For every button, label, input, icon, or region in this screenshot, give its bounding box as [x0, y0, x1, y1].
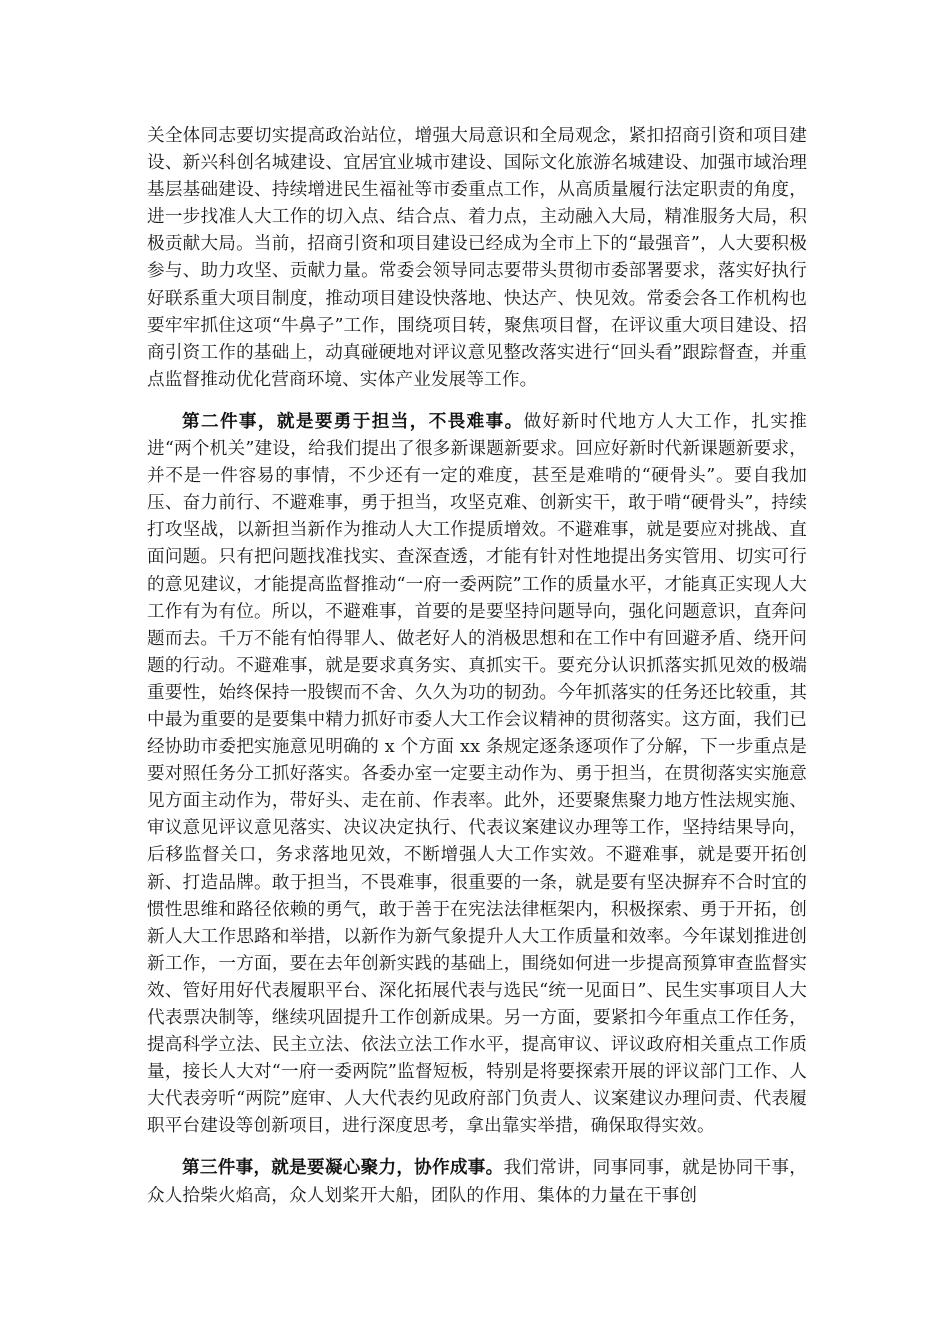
paragraph-2-text: 做好新时代地方人大工作，扎实推进“两个机关”建设，给我们提出了很多新课题新要求。回应好新时代新课题新要求，并不是一件容易的事情，不少还有一定的难度，甚至是难啃的“硬骨头”。要自我加压、奋力前行、不避难事，勇于担当，攻坚克难、创新实干，敢于啃“硬骨头”，持续打攻坚战，以新担当新作为推动人大工作提质增效。不避难事，就是要应对挑战、直面问题。只有把问题找准找实、查深查透，才能有针对性地提出务实管用、切实可行的意见建议，才能提高监督推动“一府一委两院”工作的质量水平，才能真正实现人大工作有为有位。所以，不避难事，首要的是要坚持问题导向，强化问题意识，直奔问题而去。千万不能有怕得罪人、做老好人的消极思想和在工作中有回避矛盾、绕开问题的行动。不避难事，就是要求真务实、真抓实干。要充分认识抓落实抓见效的极端重要性，始终保持一股锲而不舍、久久为功的韧劲。今年抓落实的任务还比较重，其中最为重要的是要集中精力抓好市委人大工作会议精神的贯彻落实。这方面，我们已经协助市委把实施意见明确的 x 个方面 xx 条规定逐条逐项作了分解，下一步重点是要对照任务分工抓好落实。各委办室一定要主动作为、勇于担当，在贯彻落实实施意见方面主动作为，带好头、走在前、作表率。此外，还要聚焦聚力地方性法规实施、审议意见评议意见落实、决议决定执行、代表议案建议办理等工作，坚持结果导向，后移监督关口，务求落地见效，不断增强人大工作实效。不避难事，就是要开拓创新、打造品牌。敢于担当，不畏难事，很重要的一条，就是要有坚决摒弃不合时宜的惯性思维和路径依赖的勇气，敢于善于在宪法法律框架内，积极探索、勇于开拓，创新人大工作思路和举措，以新作为新气象提升人大工作质量和效率。今年谋划推进创新工作，一方面，要在去年创新实践的基础上，围绕如何进一步提高预算审查监督实效、管好用好代表履职平台、深化拓展代表与选民“统一见面日”、民生实事项目人大代表票决制等，继续巩固提升工作创新成果。另一方面，要紧扣今年重点工作任务，提高科学立法、民主立法、依法立法工作水平，提高审议、评议政府相关重点工作质量，接长人大对“一府一委两院”监督短板，特别是将要探索开展的评议部门工作、人大代表旁听“两院”庭审、人大代表约见政府部门负责人、议案建议办理问责、代表履职平台建设等创新项目，进行深度思考，拿出靠实举措，确保取得实效。	[147, 411, 807, 1137]
paragraph-1-text: 关全体同志要切实提高政治站位，增强大局意识和全局观念，紧扣招商引资和项目建设、新兴科创名城建设、宜居宜业城市建设、国际文化旅游名城建设、加强市域治理基层基础建设、持续增进民生福祉等市委重点工作，从高质量履行法定职责的角度，进一步找准人大工作的切入点、结合点、着力点，主动融入大局，精准服务大局，积极贡献大局。当前，招商引资和项目建设已经成为全市上下的“最强音”，人大要积极参与、助力攻坚、贡献力量。常委会领导同志要带头贯彻市委部署要求，落实好执行好联系重大项目制度，推动项目建设快落地、快达产、快见效。常委会各工作机构也要牢牢抓住这项“牛鼻子”工作，围绕项目转，聚焦项目督，在评议重大项目建设、招商引资工作的基础上，动真碰硬地对评议意见整改落实进行“回头看”跟踪督查，并重点监督推动优化营商环境、实体产业发展等工作。	[147, 126, 807, 390]
paragraph-2-heading: 第二件事，就是要勇于担当，不畏难事。	[182, 410, 524, 432]
paragraph-3	[147, 1154, 807, 1209]
document-body	[147, 123, 807, 1224]
paragraph-3-heading: 第三件事，就是要凝心聚力，协作成事。	[182, 1157, 504, 1179]
paragraph-2	[147, 408, 807, 1141]
paragraph-3-text: 我们常讲，同事同事，就是协同干事，众人拾柴火焰高，众人划桨开大船，团队的作用、集体的力量在干事创	[147, 1158, 807, 1206]
paragraph-1	[147, 123, 807, 394]
